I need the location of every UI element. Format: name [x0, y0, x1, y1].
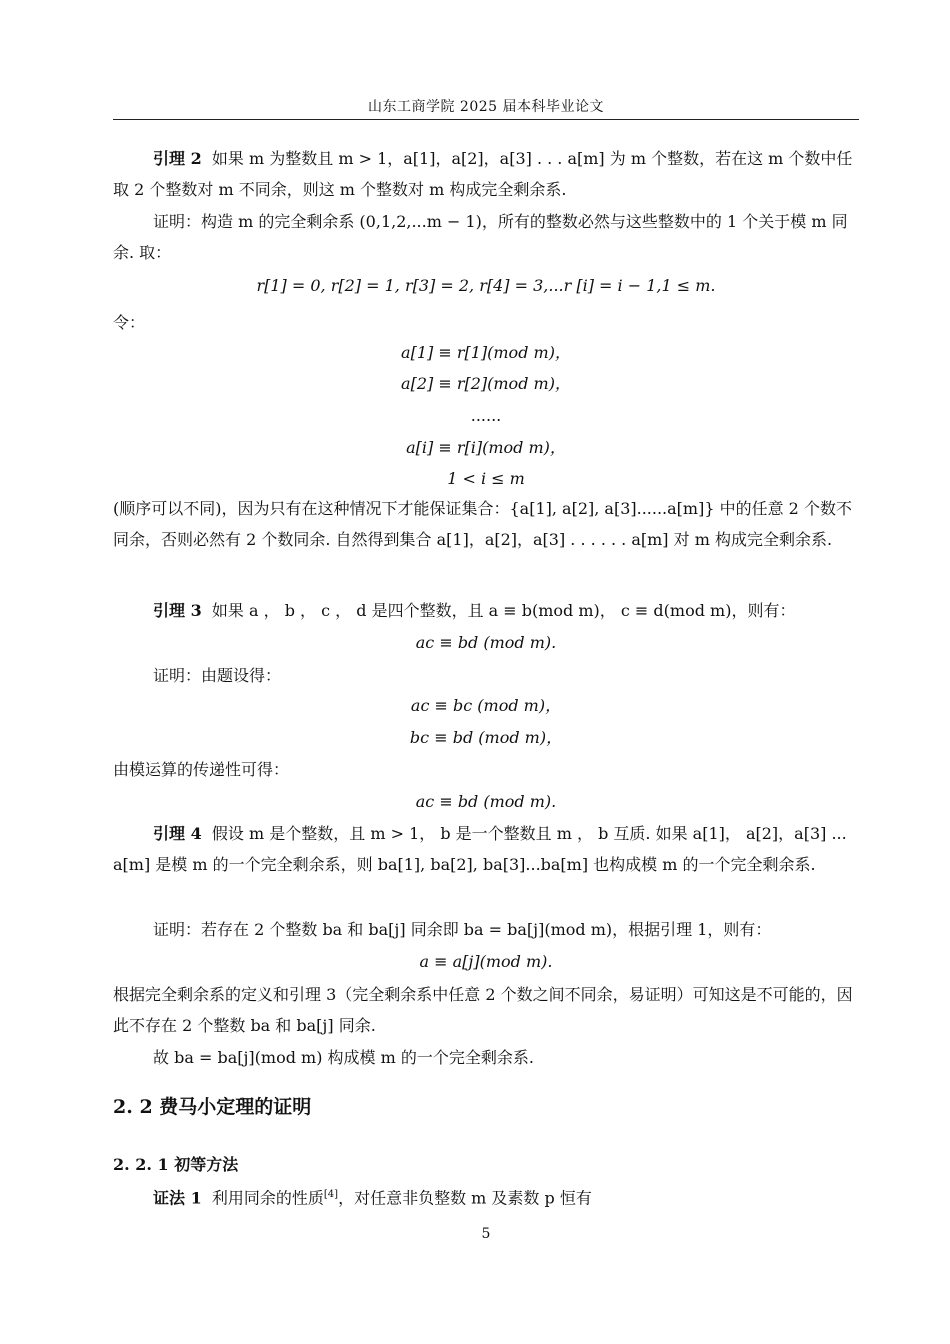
page-number: 5	[481, 1226, 491, 1242]
lemma3-eq-main: ac ≡ bd (mod m).	[415, 633, 557, 652]
lemma3-label: 引理 3	[153, 601, 202, 620]
lemma4-label: 引理 4	[153, 824, 202, 843]
lemma4-reason: 根据完全剩余系的定义和引理 3（完全剩余系中任意 2 个数之间不同余，易证明）可知这是不可能的，因此不存在 2 个整数 ba 和 ba[j] 同余.	[113, 985, 853, 1035]
lemma2-statement	[113, 143, 859, 205]
lemma3-statement	[113, 595, 859, 626]
lemma2-eq4: 1 < i ≤ m	[447, 469, 525, 488]
lemma2-body: 如果 m 为整数且 m > 1，a[1]，a[2]，a[3] . . . a[m] 为 m 个整数，若在这 m 个数中任取 2 个整数对 m 不同余，则这 m 个整数对 m 构成完全剩余系.	[113, 149, 853, 199]
lemma4-proof: 证明：若存在 2 个整数 ba 和 ba[j] 同余即 ba = ba[j](mod m)，根据引理 1，则有：	[153, 920, 772, 939]
section-heading: 2. 2 费马小定理的证明	[113, 1096, 312, 1118]
proof1-body-after: ，对任意非负整数 m 及素数 p 恒有	[338, 1188, 592, 1208]
proof1-statement	[113, 1179, 859, 1213]
lemma3-eq3: ac ≡ bd (mod m).	[415, 792, 557, 811]
lemma2-dots: ......	[470, 406, 502, 425]
citation-ref: [4]	[323, 1189, 339, 1200]
lemma2-label: 引理 2	[153, 149, 202, 168]
lemma2-eq3: a[i] ≡ r[i](mod m)，	[406, 438, 566, 457]
lemma2-proof-rest: (顺序可以不同)，因为只有在这种情况下才能保证集合：{a[1], a[2], a[3]......a[m]} 中的任意 2 个数不同余，否则必然有 2 个数同余. 自然得到集合 a[1]，a[2]，a[3] . . . . . . a[m] 对 m 构成完全剩余系.	[113, 499, 852, 549]
header-rule	[113, 119, 859, 120]
lemma2-let: 令：	[113, 313, 146, 332]
lemma3-transitive: 由模运算的传递性可得：	[113, 760, 290, 779]
lemma2-proof-intro: 证明：构造 m 的完全剩余系 (0,1,2,...m − 1)，所有的整数必然与这些整数中的 1 个关于模 m 同余. 取：	[113, 212, 848, 262]
lemma2-eq2: a[2] ≡ r[2](mod m)，	[401, 374, 571, 393]
subsection-heading: 2. 2. 1 初等方法	[113, 1155, 239, 1174]
proof1-body-before: 利用同余的性质	[211, 1188, 324, 1208]
running-header: 山东工商学院 2025 届本科毕业论文	[367, 99, 605, 115]
lemma3-body: 如果 a ， b ， c ， d 是四个整数，且 a ≡ b(mod m)， c ≡ d(mod m)，则有：	[211, 601, 796, 620]
lemma2-eq-r: r[1] = 0, r[2] = 1, r[3] = 2, r[4] = 3,...r [i] = i − 1,1 ≤ m.	[256, 276, 716, 295]
lemma4-conclusion: 故 ba = ba[j](mod m) 构成模 m 的一个完全剩余系.	[153, 1048, 534, 1067]
proof1-label: 证法 1	[153, 1188, 202, 1208]
lemma3-proof-intro: 证明：由题设得：	[153, 666, 282, 685]
lemma4-statement	[113, 818, 859, 880]
lemma3-eq1: ac ≡ bc (mod m)，	[410, 696, 562, 715]
lemma4-eq: a ≡ a[j](mod m).	[419, 952, 553, 971]
lemma3-eq2: bc ≡ bd (mod m)，	[409, 728, 563, 747]
lemma4-body: 假设 m 是个整数，且 m > 1， b 是一个整数且 m ， b 互质. 如果 a[1]， a[2]，a[3] ... a[m] 是模 m 的一个完全剩余系，则 ba[1], ba[2], ba[3]...ba[m] 也构成模 m 的一个完全剩余系.	[113, 824, 847, 874]
lemma2-eq1: a[1] ≡ r[1](mod m)，	[401, 343, 571, 362]
